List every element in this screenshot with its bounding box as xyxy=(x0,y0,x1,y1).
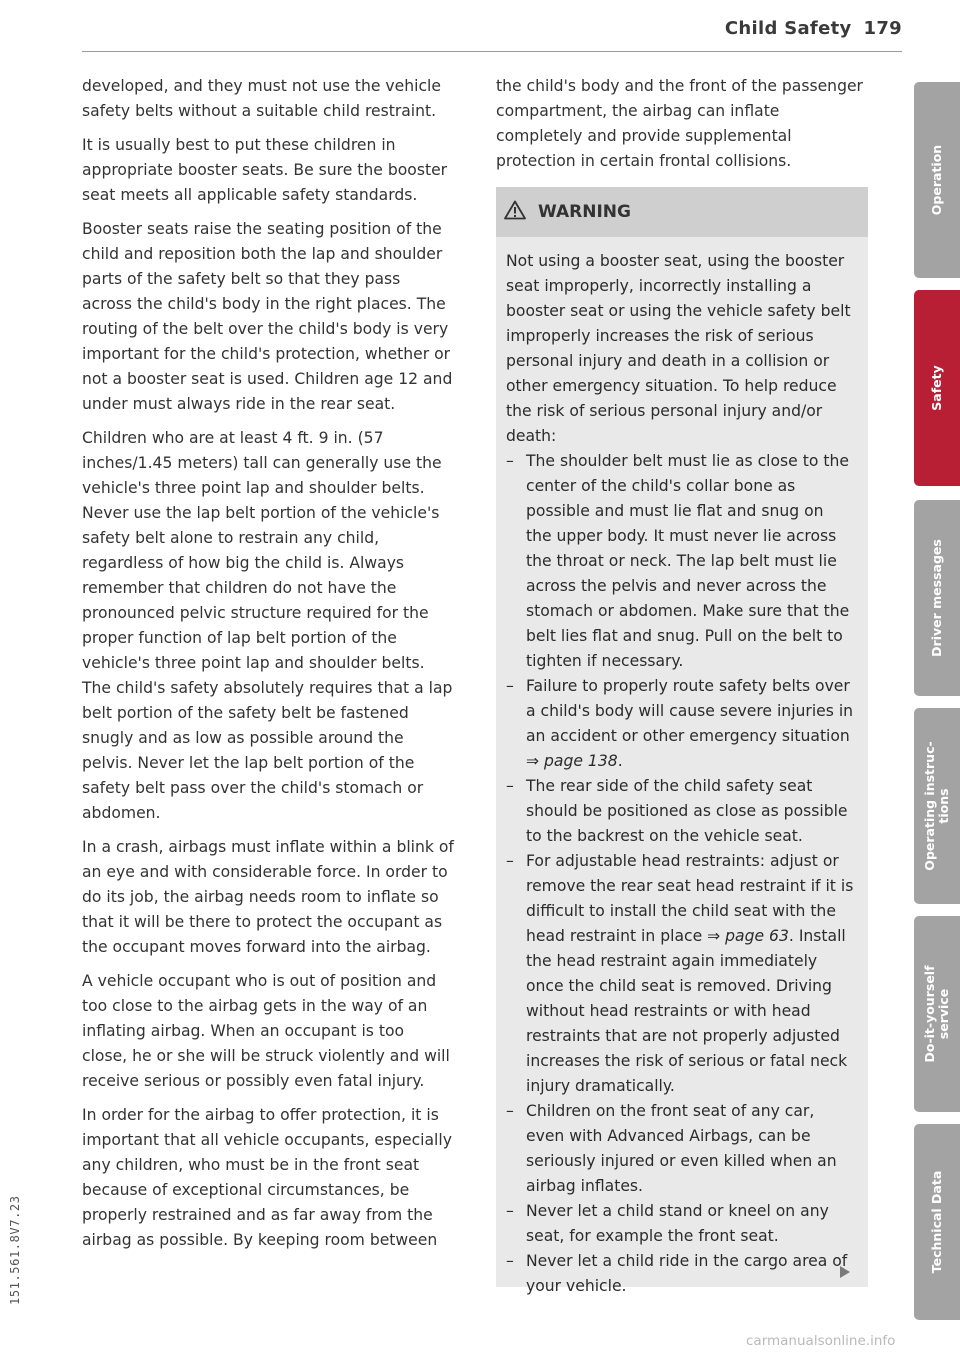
tab-label: Driver messages xyxy=(929,539,944,657)
warning-box xyxy=(496,187,868,1295)
paragraph: developed, and they must not use the vehicle safety belts without a suitable child restraint. xyxy=(82,77,441,120)
section-title: Child Safety xyxy=(724,18,852,39)
warning-item xyxy=(506,774,854,849)
warning-item-text: . xyxy=(617,752,623,770)
warning-list xyxy=(506,449,854,1299)
paragraph: Booster seats raise the seating position of the child and reposition both the lap and shoulder parts of the safety belt so that they pass across the child's body in the right places. The routing of the belt over the child's body is very important for the child's protection, whether or not a booster seat is used. Children age 12 and under must always ride in the rear seat. xyxy=(82,220,453,413)
warning-item xyxy=(506,1199,854,1249)
tab-technical-data[interactable] xyxy=(914,1124,960,1320)
right-column xyxy=(496,74,864,183)
tab-do-it-yourself-service[interactable] xyxy=(914,916,960,1112)
left-column xyxy=(82,74,454,1262)
warning-item-text: Failure to properly route safety belts over a child's body will cause severe injuries in an accident or other emergency situation xyxy=(526,677,854,745)
paragraph: A vehicle occupant who is out of position and too close to the airbag gets in the way of an inflating airbag. When an occupant is too close, he or she will be struck violently and will receive serious or possibly even fatal injury. xyxy=(82,972,450,1090)
warning-item-text: The shoulder belt must lie as close to the center of the child's collar bone as possible and must lie flat and snug on the upper body. It must never lie across the throat or neck. The lap belt must lie across the pelvis and never across the stomach or abdomen. Make sure that the belt lies flat and snug. Pull on the belt to tighten if necessary. xyxy=(526,452,850,670)
warning-header xyxy=(496,187,868,237)
header-rule xyxy=(82,51,902,52)
tab-label: Do-it-yourself service xyxy=(922,965,951,1063)
tab-operation[interactable] xyxy=(914,82,960,278)
page-reference-link[interactable]: ⇒ page 63 xyxy=(707,927,789,945)
paragraph: In a crash, airbags must inflate within a blink of an eye and with considerable force. In order to do its job, the airbag needs room to inflate so that it will be there to protect the occupant as the occupant moves forward into the airbag. xyxy=(82,838,454,956)
warning-item xyxy=(506,1249,854,1299)
tab-label: Operating instruc- tions xyxy=(922,741,951,871)
warning-item xyxy=(506,1099,854,1199)
watermark: carmanualsonline.info xyxy=(746,1333,896,1349)
warning-item-text: Children on the front seat of any car, even with Advanced Airbags, can be seriously injured or even killed when an airbag inflates. xyxy=(526,1102,837,1195)
page-number: 179 xyxy=(863,18,902,39)
paragraph: It is usually best to put these children in appropriate booster seats. Be sure the booster seat meets all applicable safety standards. xyxy=(82,136,448,204)
warning-item xyxy=(506,449,854,674)
warning-intro: Not using a booster seat, using the booster seat improperly, incorrectly installing a booster seat or using the vehicle safety belt improperly increases the risk of serious personal injury and death in a collision or other emergency situation. To help reduce the risk of serious personal injury and/or death: xyxy=(506,252,851,445)
tab-label: Technical Data xyxy=(929,1170,944,1274)
document-code: 151.561.8V7.23 xyxy=(8,1195,22,1305)
warning-body xyxy=(496,237,868,1299)
warning-item-text: . Install the head restraint again immediately once the child seat is removed. Driving without head restraints or with head restraints that are not properly adjusted increases the risk of serious or fatal neck injury dramatically. xyxy=(526,927,848,1095)
warning-title: WARNING xyxy=(538,202,631,222)
tab-label: Operation xyxy=(929,144,944,216)
tab-safety[interactable] xyxy=(914,290,960,486)
tab-operating-instructions[interactable] xyxy=(914,708,960,904)
paragraph: the child's body and the front of the passenger compartment, the airbag can inflate completely and provide supplemental protection in certain frontal collisions. xyxy=(496,77,863,170)
warning-item-text: Never let a child stand or kneel on any seat, for example the front seat. xyxy=(526,1202,829,1245)
warning-item xyxy=(506,849,854,1099)
paragraph: Children who are at least 4 ft. 9 in. (57 inches/1.45 meters) tall can generally use the vehicle's three point lap and shoulder belts. Never use the lap belt portion of the vehicle's safety belt alone to restrain any child, regardless of how big the child is. Always remember that children do not have the pronounced pelvic structure required for the proper function of lap belt portion of the vehicle's three point lap and shoulder belts. The child's safety absolutely requires that a lap belt portion of the safety belt be fastened snugly and as low as possible around the pelvis. Never let the lap belt portion of the safety belt pass over the child's stomach or abdomen. xyxy=(82,429,453,822)
warning-item-text: Never let a child ride in the cargo area of your vehicle. xyxy=(526,1252,848,1295)
tab-driver-messages[interactable] xyxy=(914,500,960,696)
warning-item-text: The rear side of the child safety seat should be positioned as close as possible to the backrest on the vehicle seat. xyxy=(526,777,848,845)
continue-arrow-icon xyxy=(840,1266,850,1278)
page-reference-link[interactable]: ⇒ page 138 xyxy=(526,752,618,770)
warning-item-text: For adjustable head restraints: adjust or remove the rear seat head restraint if it is difficult to install the child seat with the head restraint in place xyxy=(526,852,854,945)
paragraph: In order for the airbag to offer protection, it is important that all vehicle occupants, especially any children, who must be in the front seat because of exceptional circumstances, be properly restrained and as far away from the airbag as possible. By keeping room between xyxy=(82,1106,452,1249)
warning-triangle-icon xyxy=(504,200,526,225)
tab-label: Safety xyxy=(929,365,944,411)
running-header xyxy=(725,18,902,39)
warning-item xyxy=(506,674,854,774)
